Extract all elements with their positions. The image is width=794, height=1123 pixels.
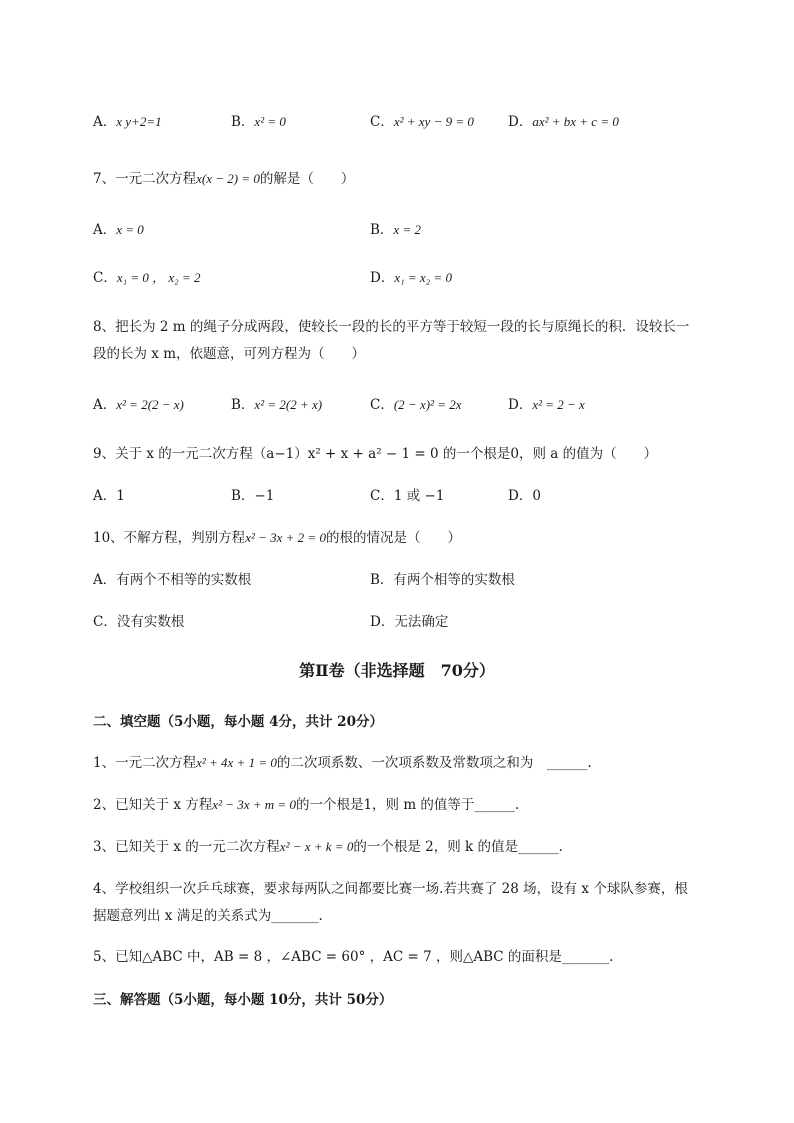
- q7-option-b: B．x = 2: [370, 222, 421, 238]
- q6-option-a: A．x y+2=1: [93, 114, 162, 130]
- q6-option-b: B．x² = 0: [231, 114, 286, 130]
- q10-option-d: D．无法确定: [370, 614, 449, 630]
- fill-item-5: 5、已知△ABC 中，AB = 8 ，∠ABC = 60° ，AC = 7 ，则△ABC 的面积是_______.: [93, 949, 614, 965]
- fill-item-3: 3、已知关于 x 的一元二次方程x² − x + k = 0的一个根是 2，则 k 的值是______.: [93, 839, 563, 855]
- q10-stem: 10、不解方程，判别方程x² − 3x + 2 = 0的根的情况是（ ）: [93, 530, 461, 546]
- q8-option-b: B．x² = 2(2 + x): [231, 397, 323, 413]
- q8-stem-line2: 段的长为 x m，依题意，可列方程为（ ）: [93, 346, 365, 362]
- q8-stem-line1: 8、把长为 2 m 的绳子分成两段，使较长一段的长的平方等于较短一段的长与原绳长的积．设较长一: [93, 319, 690, 335]
- part2-title: 第Ⅱ卷（非选择题 70分）: [299, 661, 495, 680]
- q8-option-a: A．x² = 2(2 − x): [93, 397, 184, 413]
- q7-option-c: C．x₁ = 0 ， x₂ = 2: [93, 270, 201, 286]
- section2-heading: 二、填空题（5小题，每小题 4分，共计 20分）: [93, 714, 383, 730]
- q7-option-d: D．x₁ = x₂ = 0: [370, 270, 452, 286]
- q7-stem: 7、一元二次方程x(x − 2) = 0的解是（ ）: [93, 171, 355, 187]
- fill-item-2: 2、已知关于 x 方程x² − 3x + m = 0的一个根是1，则 m 的值等于______.: [93, 797, 520, 813]
- q10-option-a: A．有两个不相等的实数根: [93, 572, 252, 588]
- q9-option-b: B．−1: [231, 488, 275, 504]
- q8-option-c: C．(2 − x)² = 2x: [370, 397, 462, 413]
- q10-option-c: C．没有实数根: [93, 614, 185, 630]
- q10-option-b: B．有两个相等的实数根: [370, 572, 515, 588]
- q6-option-c: C．x² + xy − 9 = 0: [370, 114, 474, 130]
- q9-stem: 9、关于 x 的一元二次方程（a−1）x² + x + a² − 1 = 0 的一个根是0，则 a 的值为（ ）: [93, 446, 658, 462]
- fill-item-4-line1: 4、学校组织一次乒乓球赛，要求每两队之间都要比赛一场.若共赛了 28 场，设有 x 个球队参赛，根: [93, 881, 688, 897]
- q9-option-d: D．0: [508, 488, 541, 504]
- q7-option-a: A．x = 0: [93, 222, 144, 238]
- fill-item-1: 1、一元二次方程x² + 4x + 1 = 0的二次项系数、一次项系数及常数项之和为 ______.: [93, 755, 592, 771]
- q9-option-a: A．1: [93, 488, 125, 504]
- q8-option-d: D．x² = 2 − x: [508, 397, 585, 413]
- q9-option-c: C．1 或 −1: [370, 488, 445, 504]
- section3-heading: 三、解答题（5小题，每小题 10分，共计 50分）: [93, 992, 393, 1008]
- q6-option-d: D．ax² + bx + c = 0: [508, 114, 619, 130]
- fill-item-4-line2: 据题意列出 x 满足的关系式为_______.: [93, 908, 323, 924]
